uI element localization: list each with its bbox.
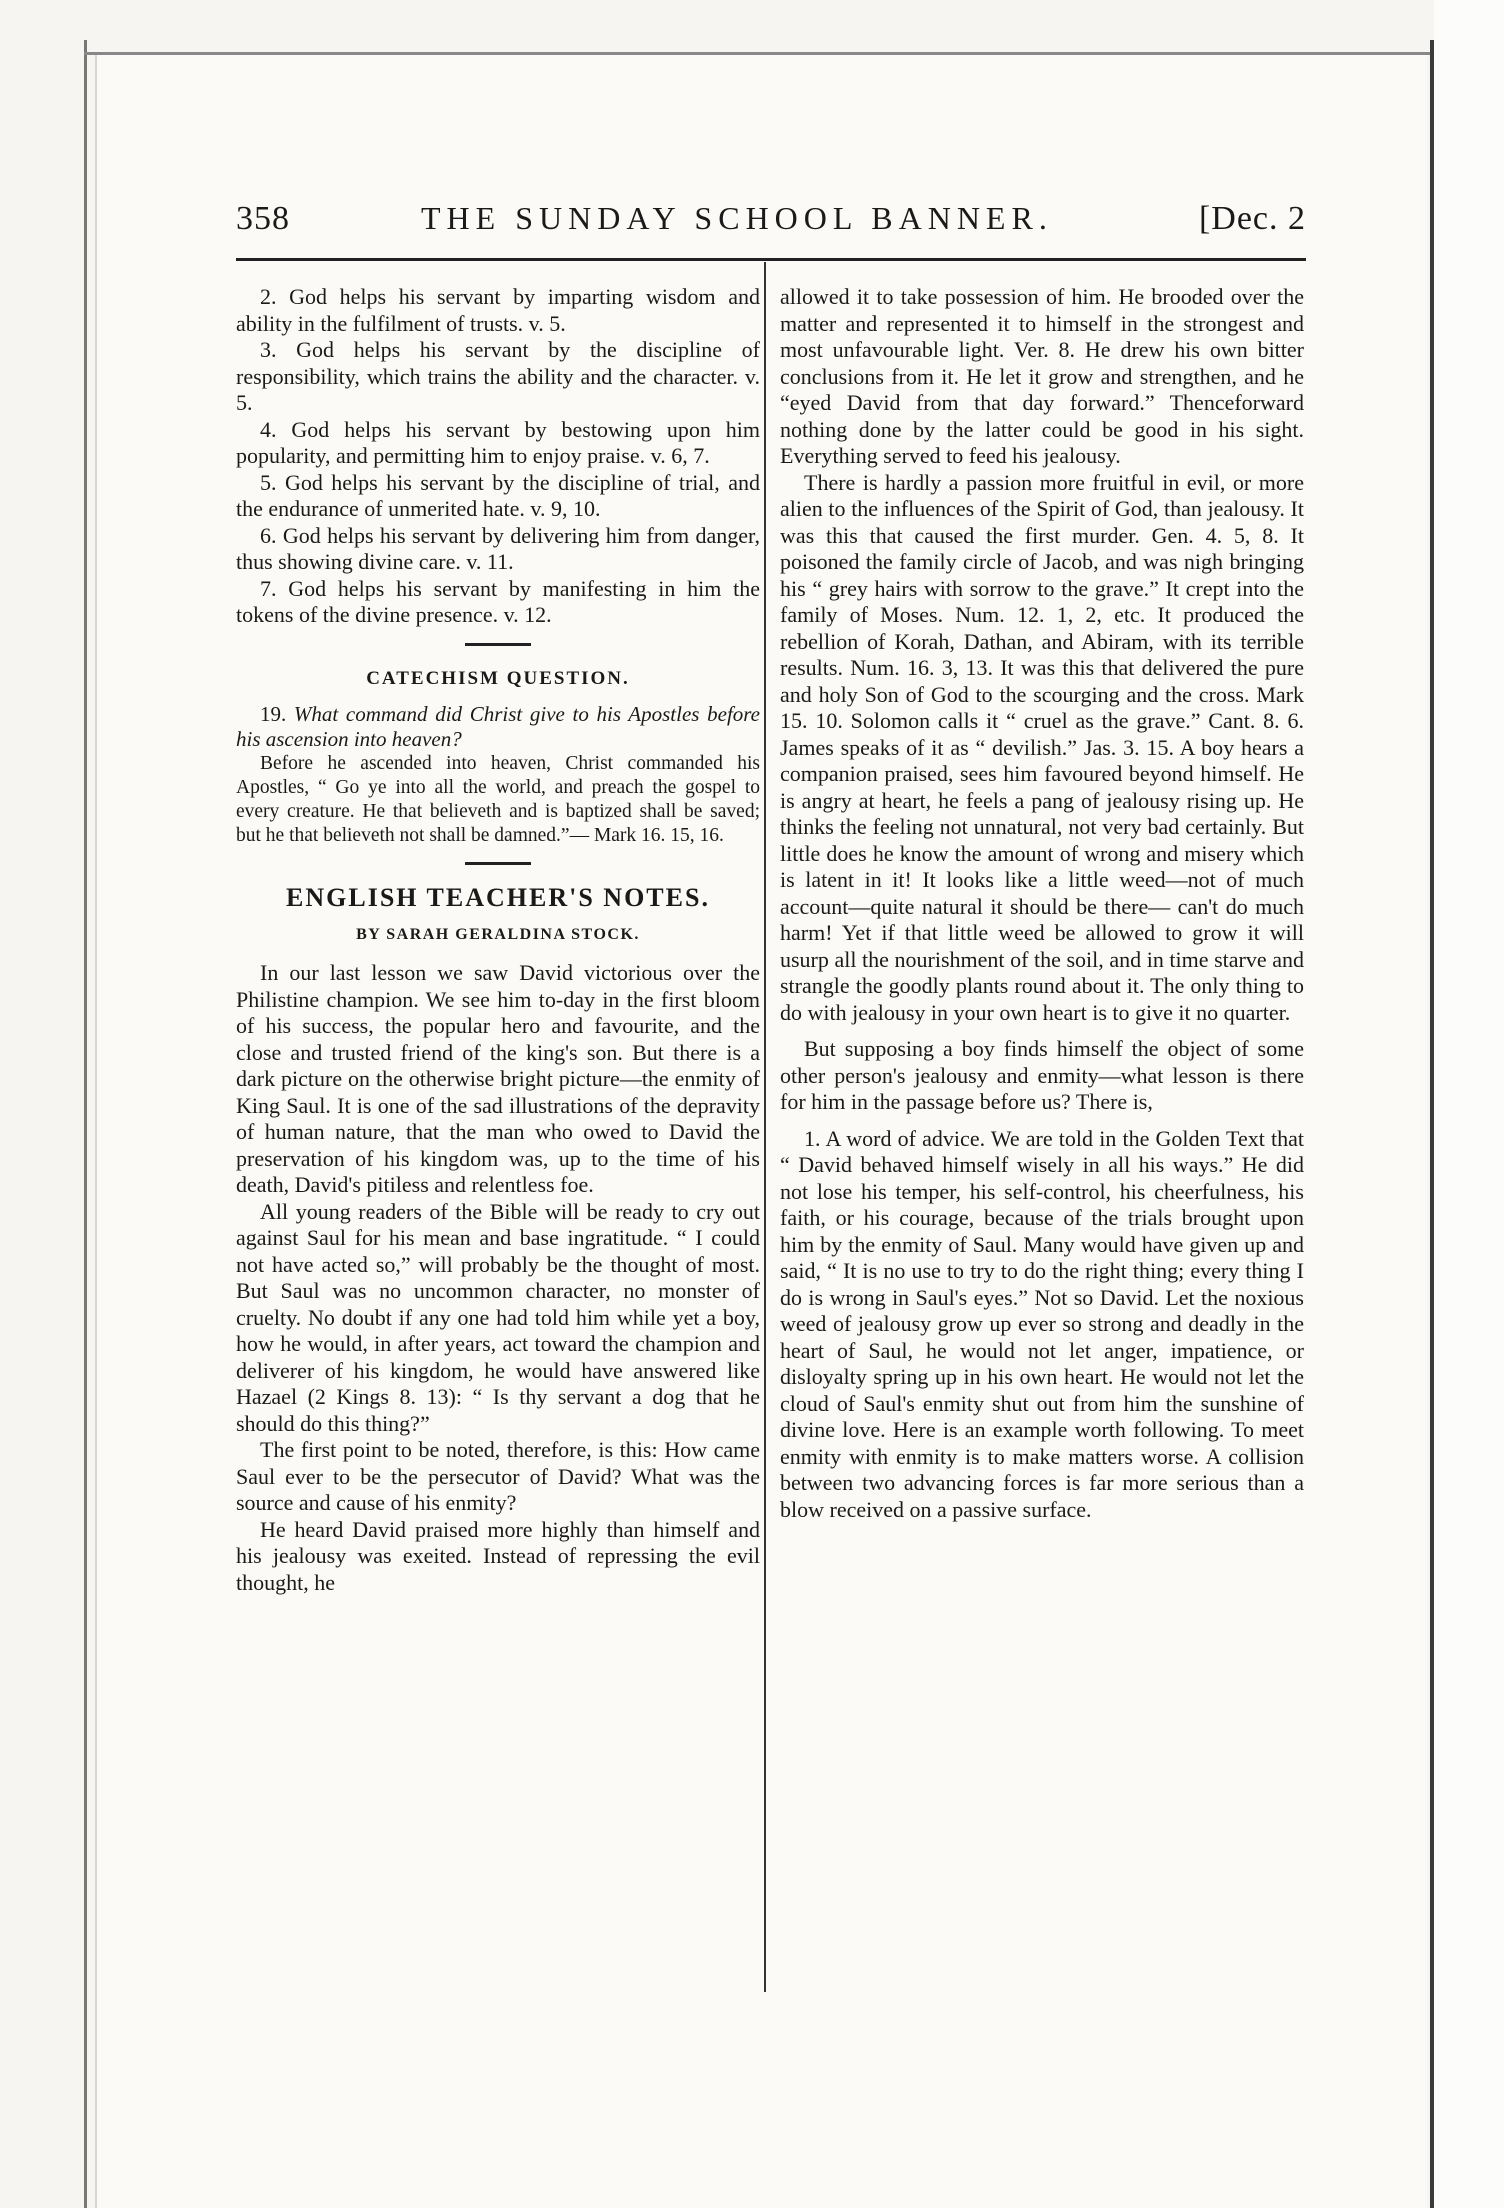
header-rule xyxy=(236,258,1306,261)
paragraph: The first point to be noted, therefore, is this: How came Saul ever to be the persecutor of David? What was the source and cause of his enmity? xyxy=(236,1437,760,1515)
paragraph: But supposing a boy finds himself the object of some other person's jealousy and enmity—what lesson is there for him in the passage before us? There is, xyxy=(780,1036,1304,1114)
paragraph: There is hardly a passion more fruitful in evil, or more alien to the influences of the Spirit of God, than jealousy. It was this that caused the first murder. Gen. 4. 5, 8. It poisoned the family circle of Jacob, and was nigh bringing his “ grey hairs with sorrow to the grave.” It crept into the family of Moses. Num. 12. 1, 2, etc. It produced the rebellion of Korah, Dathan, and Abiram, with its terrible results. Num. 16. 3, 13. It was this that delivered the pure and holy Son of God to the scourging and the cross. Mark 15. 10. Solomon calls it “ cruel as the grave.” Cant. 8. 6. James speaks of it as “ devilish.” Jas. 3. 15. A boy hears a companion praised, sees him favoured beyond himself. He is angry at heart, he feels a pang of jealousy rising up. He thinks the feeling not unnatural, not very bad certainly. But little does he know the amount of wrong and misery which is latent in it! It looks like a little weed—not of much account—quite natural it should be there— can't do much harm! Yet if that little weed be allowed to grow it will usurp all the nourishment of the soil, and in time starve and strangle the goodly plants round about it. The only thing to do with jealousy in your own heart is to give it no quarter. xyxy=(780,469,1304,1025)
binding-spine xyxy=(1430,40,1434,2208)
point-3: 3. God helps his servant by the discipline of responsibility, which trains the ability and the character. v. 5. xyxy=(236,337,760,415)
catechism-heading: CATECHISM QUESTION. xyxy=(366,667,630,689)
paragraph-gap xyxy=(780,1116,1304,1126)
point-7: 7. God helps his servant by manifesting in him the tokens of the divine presence. v. 12. xyxy=(236,575,760,627)
point-2: 2. God helps his servant by imparting wisdom and ability in the fulfilment of trusts. v. 5. xyxy=(236,284,760,336)
facing-page-edge xyxy=(1434,0,1504,2208)
notes-heading: ENGLISH TEACHER'S NOTES. xyxy=(286,883,710,912)
column-divider xyxy=(764,262,766,1992)
page-number: 358 xyxy=(236,200,290,237)
point-4: 4. God helps his servant by bestowing upon him popularity, and permitting him to enjoy praise. v. 6, 7. xyxy=(236,416,760,468)
paragraph: All young readers of the Bible will be ready to cry out against Saul for his mean and base ingratitude. “ I could not have acted so,” will probably be the thought of most. But Saul was no uncommon character, no monster of cruelty. No doubt if any one had told him while yet a boy, how he would, in after years, act toward the champion and deliverer of his kingdom, he would have answered like Hazael (2 Kings 8. 13): “ Is thy servant a dog that he should do this thing?” xyxy=(236,1198,760,1436)
paragraph-gap xyxy=(780,1026,1304,1036)
section-divider xyxy=(465,862,531,865)
right-column xyxy=(780,284,1304,1523)
catechism-answer: Before he ascended into heaven, Christ commanded his Apostles, “ Go ye into all the world, and preach the gospel to every creature. He that believeth and is baptized shall be saved; but he that believeth not shall be damned.”— Mark 16. 15, 16. xyxy=(236,753,760,846)
page-top-edge xyxy=(84,52,1430,55)
paragraph: allowed it to take possession of him. He brooded over the matter and represented it to himself in the strongest and most unfavourable light. Ver. 8. He drew his own bitter conclusions from it. He let it grow and strengthen, and he “eyed David from that day forward.” Thenceforward nothing done by the latter could be good in his sight. Everything served to feed his jealousy. xyxy=(780,284,1304,468)
author-byline: BY SARAH GERALDINA STOCK. xyxy=(356,925,640,943)
running-header xyxy=(236,200,1306,250)
question-number: 19. xyxy=(260,702,287,726)
publication-title: THE SUNDAY SCHOOL BANNER. xyxy=(421,200,1053,236)
point-5: 5. God helps his servant by the discipline of trial, and the endurance of unmerited hate. v. 9, 10. xyxy=(236,469,760,521)
paragraph: He heard David praised more highly than himself and his jealousy was exeited. Instead of repressing the evil thought, he xyxy=(236,1516,760,1595)
issue-date: [Dec. 2 xyxy=(1198,200,1306,237)
point-6: 6. God helps his servant by delivering him from danger, thus showing divine care. v. 11. xyxy=(236,522,760,574)
section-divider xyxy=(465,643,531,646)
paragraph: 1. A word of advice. We are told in the Golden Text that “ David behaved himself wisely in all his ways.” He did not lose his temper, his self-control, his cheerfulness, his faith, or his courage, because of the trials brought upon him by the enmity of Saul. Many would have given up and said, “ It is no use to try to do the right thing; every thing I do is wrong in Saul's eyes.” Not so David. Let the noxious weed of jealousy grow up ever so strong and deadly in the heart of Saul, he would not let anger, impatience, or disloyalty spring up in his own heart. He would not let the cloud of Saul's enmity shut out from him the sunshine of divine love. Here is an example worth following. To meet enmity with enmity is to make matters worse. A collision between two advancing forces is far more serious than a blow received on a passive surface. xyxy=(780,1125,1304,1522)
catechism-question xyxy=(236,702,760,752)
page-left-edge xyxy=(84,40,87,2208)
left-column xyxy=(236,284,760,1596)
question-text: What command did Christ give to his Apostles before his ascension into heaven? xyxy=(236,702,761,751)
paragraph: In our last lesson we saw David victorious over the Philistine champion. We see him to-day in the first bloom of his success, the popular hero and favourite, and the close and trusted friend of the king's son. But there is a dark picture on the otherwise bright picture—the enmity of King Saul. It is one of the sad illustrations of the depravity of human nature, that the man who owed to David the preservation of his kingdom was, up to the time of his death, David's pitiless and relentless foe. xyxy=(236,960,760,1197)
